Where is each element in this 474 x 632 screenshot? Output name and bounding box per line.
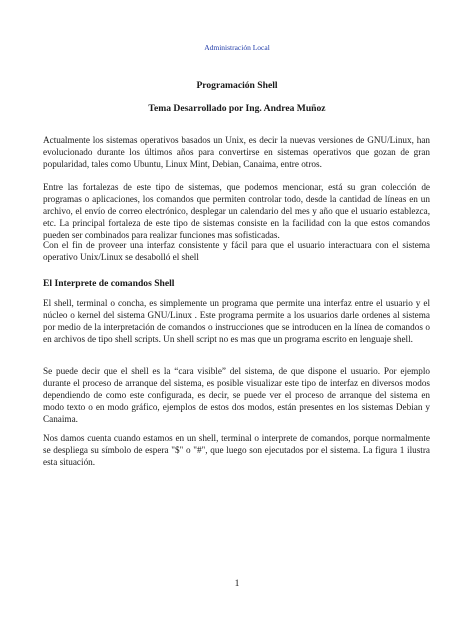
paragraph: Entre las fortalezas de este tipo de sistemas, que podemos mencionar, está su gran colección de programas o aplicaciones, los comandos que permiten controlar todo, desde la cantidad de líneas en un archivo, el envío de correo electrónico, desplegar un calendario del mes y año que el usuario establezca, etc. La principal fortaleza de este tipo de sistemas consiste en la facilidad con la que estos comandos pueden ser combinados para realizar funciones mas sofisticadas. [43,182,430,240]
document-subtitle: Tema Desarrollado por Ing. Andrea Muñoz [148,103,326,114]
paragraph: Nos damos cuenta cuando estamos en un shell, terminal o interprete de comandos, porque normalmente se despliega su símbolo de espera "$" o "#", que luego son ejecutados por el sistema. La figura 1 ilustra esta situación. [43,433,430,467]
section-heading: El Interprete de comandos Shell [43,278,175,289]
page-number: 1 [234,578,240,589]
paragraph: Con el fin de proveer una interfaz consistente y fácil para que el usuario interactuara con el sistema operativo Unix/Linux se desabolló el shell [43,240,430,262]
paragraph: El shell, terminal o concha, es simplemente un programa que permite una interfaz entre el usuario y el núcleo o kernel del sistema GNU/Linux . Este programa permite a los usuarios darle ordenes al sistema por medio de la interpretación de comandos o instrucciones que se introducen en la línea de comandos o en archivos de tipo shell scripts. Un shell script no es mas que un programa escrito en lenguaje shell. [43,298,430,344]
running-header: Administración Local [204,43,270,52]
document-title: Programación Shell [196,80,278,91]
paragraph: Actualmente los sistemas operativos basados un Unix, es decir la nuevas versiones de GNU/Linux, han evolucionado durante los últimos años para convertirse en sistemas operativos que gozan de gran popularidad, tales como Ubuntu, Linux Mint, Debian, Canaima, entre otros. [43,135,430,169]
paragraph: Se puede decir que el shell es la “cara visible” del sistema, de que dispone el usuario. Por ejemplo durante el proceso de arranque del sistema, es posible visualizar este tipo de interfaz en diversos modos dependiendo de como este configurada, es decir, se puede ver el proceso de arranque del sistema en modo texto o en modo gráfico, ejemplos de estos dos modos, están presentes en los sistemas Debian y Canaima. [43,366,430,424]
